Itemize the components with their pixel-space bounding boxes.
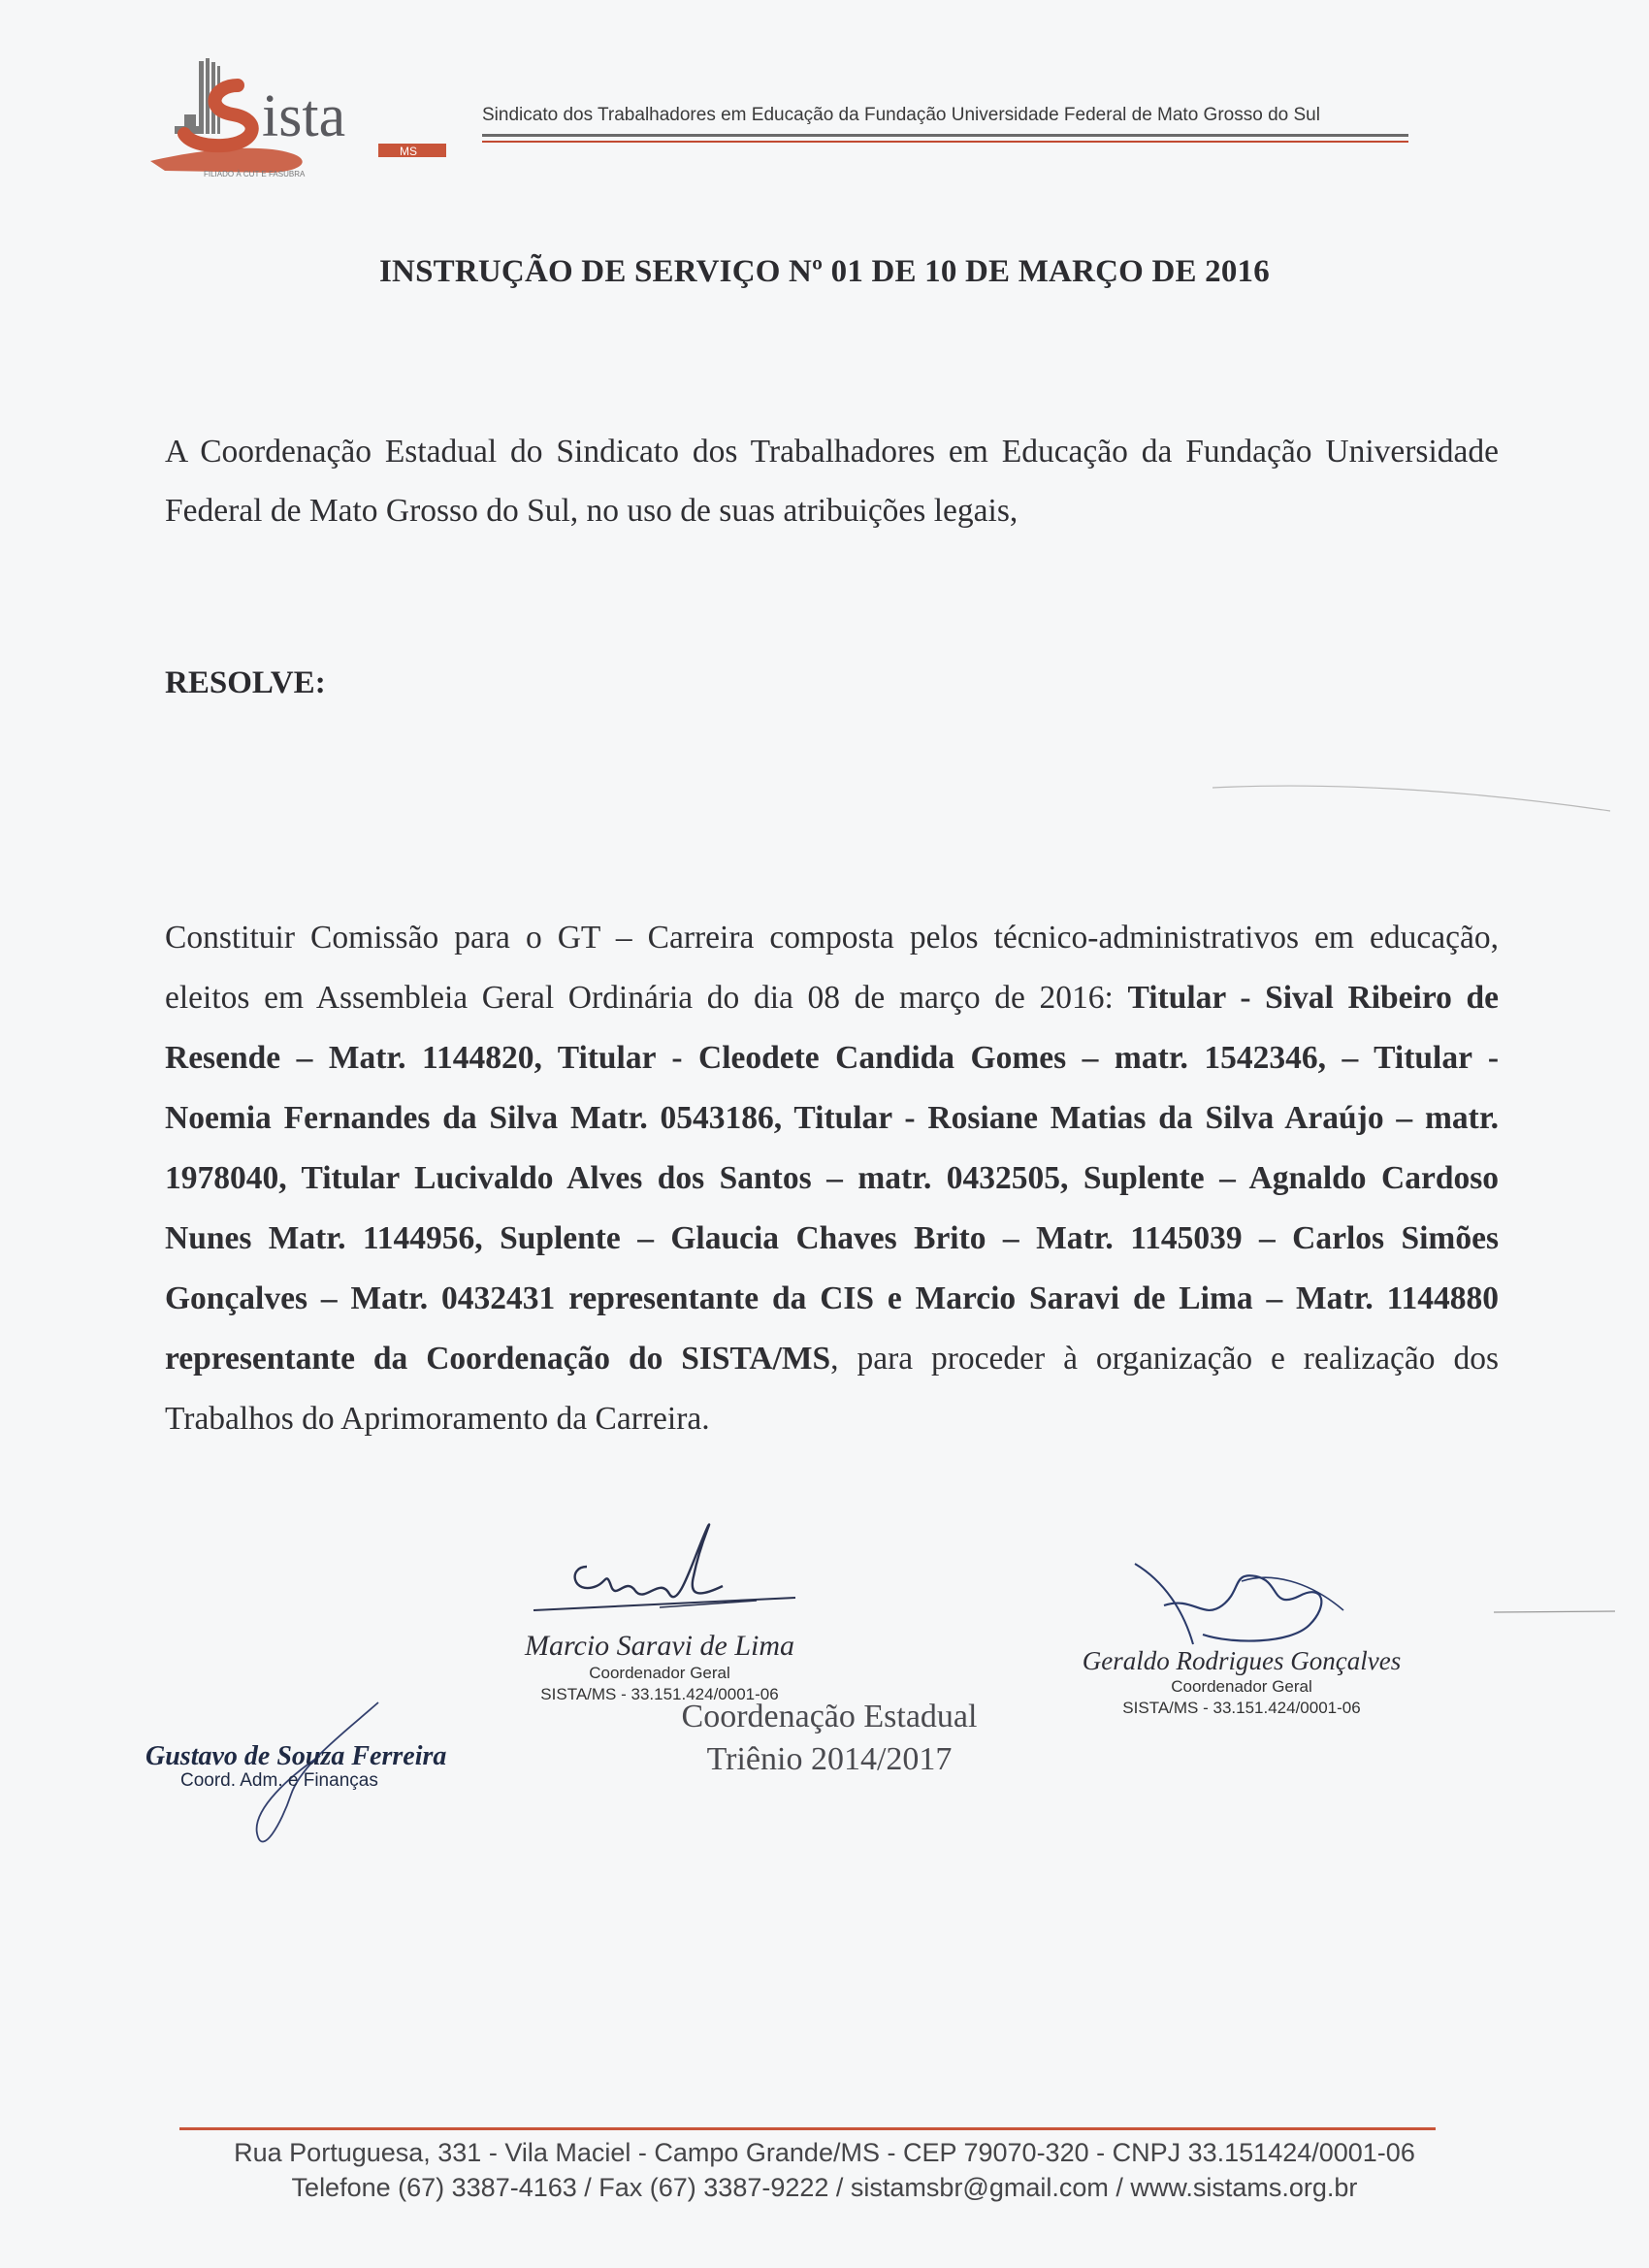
scan-crease [1212, 776, 1620, 815]
footer-address: Rua Portuguesa, 331 - Vila Maciel - Campo Grande/MS - CEP 79070-320 - CNPJ 33.151424/0001-06 [234, 2138, 1415, 2167]
stamp-line-2: Triênio 2014/2017 [706, 1741, 953, 1777]
signature-marcio-mark [514, 1518, 805, 1630]
signer-name: Gustavo de Souza Ferreira [146, 1741, 447, 1771]
signer-name: Marcio Saravi de Lima [524, 1630, 795, 1662]
header-divider [482, 134, 1408, 143]
signature-block-right [1077, 1646, 1406, 1719]
resolution-paragraph [165, 908, 1499, 1449]
resolution-text-plain: Constituir Comissão para o GT – Carreira composta pelos técnico-administrativos em educação, eleitos em Assembleia Geral Ordinária do dia 08 de março de 2016: [165, 920, 1499, 1016]
signer-role: Coord. Adm. e Finanças [180, 1770, 378, 1791]
resolution-text-closing: , para proceder à organização e realização dos Trabalhos do Aprimoramento da Carreira. [165, 1341, 1499, 1437]
svg-text:MS: MS [400, 145, 417, 158]
resolution-members: Titular - Sival Ribeiro de Resende – Matr. 1144820, Titular - Cleodete Candida Gomes – matr. 1542346, – Titular - Noemia Fernandes da Silva Matr. 0543186, Titular - Rosiane Matias da Silva Araújo – matr. 1978040, Titular Lucivaldo Alves dos Santos – matr. 0432505, Suplente – Agnaldo Cardoso Nunes Matr. 1144956, Suplente – Glaucia Chaves Brito – Matr. 1145039 – Carlos Simões Gonçalves – Matr. 0432431 representante da CIS e Marcio Saravi de Lima – Matr. 1144880 representante da Coordenação do SISTA/MS [165, 980, 1499, 1377]
footer-divider [179, 2127, 1436, 2130]
logo-affiliation: FILIADO À CUT E FASUBRA [204, 170, 306, 178]
scan-crease [1494, 1601, 1620, 1620]
organization-name: Sindicato dos Trabalhadores em Educação da Fundação Universidade Federal de Mato Grosso do Sul [482, 105, 1320, 125]
signature-geraldo-mark [1125, 1552, 1377, 1659]
signer-role: Coordenador Geral [589, 1664, 730, 1682]
signer-cnpj: SISTA/MS - 33.151.424/0001-06 [540, 1685, 779, 1703]
resolve-heading: RESOLVE: [165, 665, 326, 700]
logo-wordmark: ista [262, 83, 346, 149]
footer-contact: Telefone (67) 3387-4163 / Fax (67) 3387-9222 / sistamsbr@gmail.com / www.sistams.org.br [291, 2173, 1358, 2202]
signature-block-center [495, 1630, 824, 1705]
stamp-line-1: Coordenação Estadual [681, 1699, 978, 1734]
intro-paragraph: A Coordenação Estadual do Sindicato dos Trabalhadores em Educação da Fundação Universidade Federal de Mato Grosso do Sul, no uso de suas atribuições legais, [165, 434, 1499, 529]
signer-name: Geraldo Rodrigues Gonçalves [1082, 1646, 1402, 1675]
document-title: INSTRUÇÃO DE SERVIÇO Nº 01 DE 10 DE MARÇO DE 2016 [379, 254, 1270, 289]
coordination-stamp [650, 1696, 1009, 1781]
signer-role: Coordenador Geral [1171, 1677, 1312, 1696]
signature-block-finance [146, 1741, 446, 1792]
sista-logo [146, 56, 456, 182]
signer-cnpj: SISTA/MS - 33.151.424/0001-06 [1122, 1699, 1361, 1717]
